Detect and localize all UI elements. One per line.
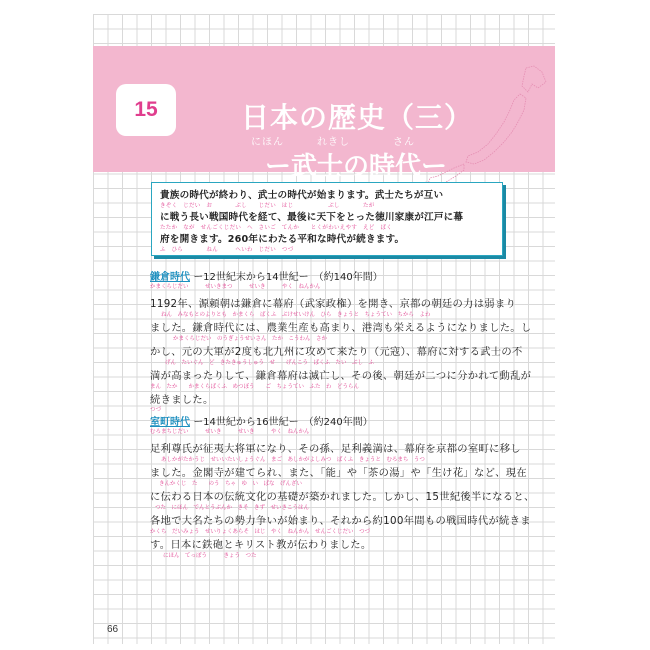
- summary-line: 府を開きます。260年にわたる平和な時代が続きます。: [160, 234, 405, 245]
- kamakura-line: かし、元の大軍が2度も北九州に攻めて来たり（元寇）、幕府に対する武士の不: [150, 346, 523, 358]
- muromachi-line: す。日本に鉄砲とキリスト教が伝わりました。: [150, 539, 372, 551]
- summary-line: に戦う長い戦国時代を経て、最後に天下をとった徳川家康が江戸に幕: [160, 212, 464, 223]
- chapter-number: 15: [134, 98, 158, 121]
- muromachi-line: 足利尊氏が征夷大将軍になり、その孫、足利義満は、幕府を京都の室町に移し: [150, 443, 521, 455]
- summary-line: 貴族の時代が終わり、武士の時代が始まります。武士たちが互い: [160, 190, 444, 201]
- kamakura-heading: [150, 268, 383, 283]
- muromachi-ruby: にほん てっぽう きょう つた: [163, 553, 257, 559]
- kamakura-ruby: げん たいぐん ど きたきゅうしゅう せ げんこう ばくふ たい ぶし ふ: [165, 360, 375, 366]
- summary-ruby: ふ ひら ねん へいわ じだい つづ: [160, 247, 294, 253]
- kamakura-ruby: ねん みなもとのよりとも かまくら ばくふ ぶけせいけん ひら きょうと ちょうてい ちから よわ: [161, 312, 431, 318]
- kamakura-heading-name: 鎌倉時代: [150, 272, 190, 283]
- chapter-number-box: [116, 84, 176, 136]
- muromachi-heading-range: ー14世紀から16世紀ー （約240年間）: [193, 417, 373, 428]
- title-ruby: さん: [393, 137, 415, 148]
- muromachi-ruby: きんかくじ た のう ちゃ ゆ い ばな げんざい: [159, 481, 303, 487]
- muromachi-heading-name: 室町時代: [150, 417, 190, 428]
- muromachi-heading: [150, 413, 373, 428]
- kamakura-line: 1192年、源頼朝は鎌倉に幕府（武家政権）を開き、京都の朝廷の力は弱まり: [150, 298, 517, 310]
- summary-box: [151, 182, 503, 256]
- kamakura-line: 続きました。: [150, 394, 214, 406]
- kamakura-line: 満が高まったりして、鎌倉幕府は滅亡し、その後、朝廷が二つに分かれて動乱が: [150, 370, 532, 382]
- page: [93, 14, 555, 644]
- muromachi-line: に伝わる日本の伝統文化の基礎が築かれました。しかし、15世紀後半になると、: [150, 491, 535, 503]
- chapter-subtitle: ー武士の時代ー: [265, 152, 448, 182]
- kamakura-ruby: つづ: [150, 407, 162, 413]
- muromachi-heading-ruby: むろまちじだい せいき せいき やく ねんかん: [150, 429, 310, 435]
- summary-ruby: きぞく じだい お ぶし じだい はじ ぶし たが: [160, 203, 375, 209]
- kamakura-heading-range: ー12世紀末から14世紀ー （約140年間）: [193, 272, 383, 283]
- summary-ruby: たたか なが せんごくじだい へ さいご てんか とくがわいえやす えど ばく: [160, 225, 393, 231]
- kamakura-heading-ruby: かまくらじだい せいきまつ せいき やく ねんかん: [150, 284, 321, 290]
- kamakura-line: ました。鎌倉時代には、農業生産も高まり、港湾も栄えるようになりました。し: [150, 322, 532, 334]
- kamakura-ruby: まん たか かまくらばくふ めつぼう ご ちょうてい ふた わ どうらん: [150, 384, 360, 390]
- muromachi-line: 各地で大名たちの勢力争いが始まり、それから約100年間もの戦国時代が続きま: [150, 515, 531, 527]
- kamakura-ruby: かまくらじだい のうぎょうせいさん たか こうわん さか: [173, 336, 328, 342]
- chapter-banner: [93, 46, 555, 182]
- muromachi-ruby: かくち だいみょう せいりょくあらそ はじ やく ねんかん せんごくじだい つづ: [150, 529, 371, 535]
- title-ruby: にほん: [251, 137, 284, 148]
- muromachi-line: ました。金閣寺が建てられ、また、「能」や「茶の湯」や「生け花」など、現在: [150, 467, 527, 479]
- chapter-title: 日本の歴史（三）: [241, 101, 474, 134]
- title-ruby: れきし: [317, 137, 350, 148]
- page-number: 66: [107, 624, 119, 635]
- muromachi-ruby: あしかがたかうじ せいいたいしょうぐん まご あしかがよしみつ ばくふ きょうと むろまち うつ: [161, 457, 425, 463]
- muromachi-ruby: つた にほん でんとうぶんか きそ きず せいきこうはん: [155, 505, 310, 511]
